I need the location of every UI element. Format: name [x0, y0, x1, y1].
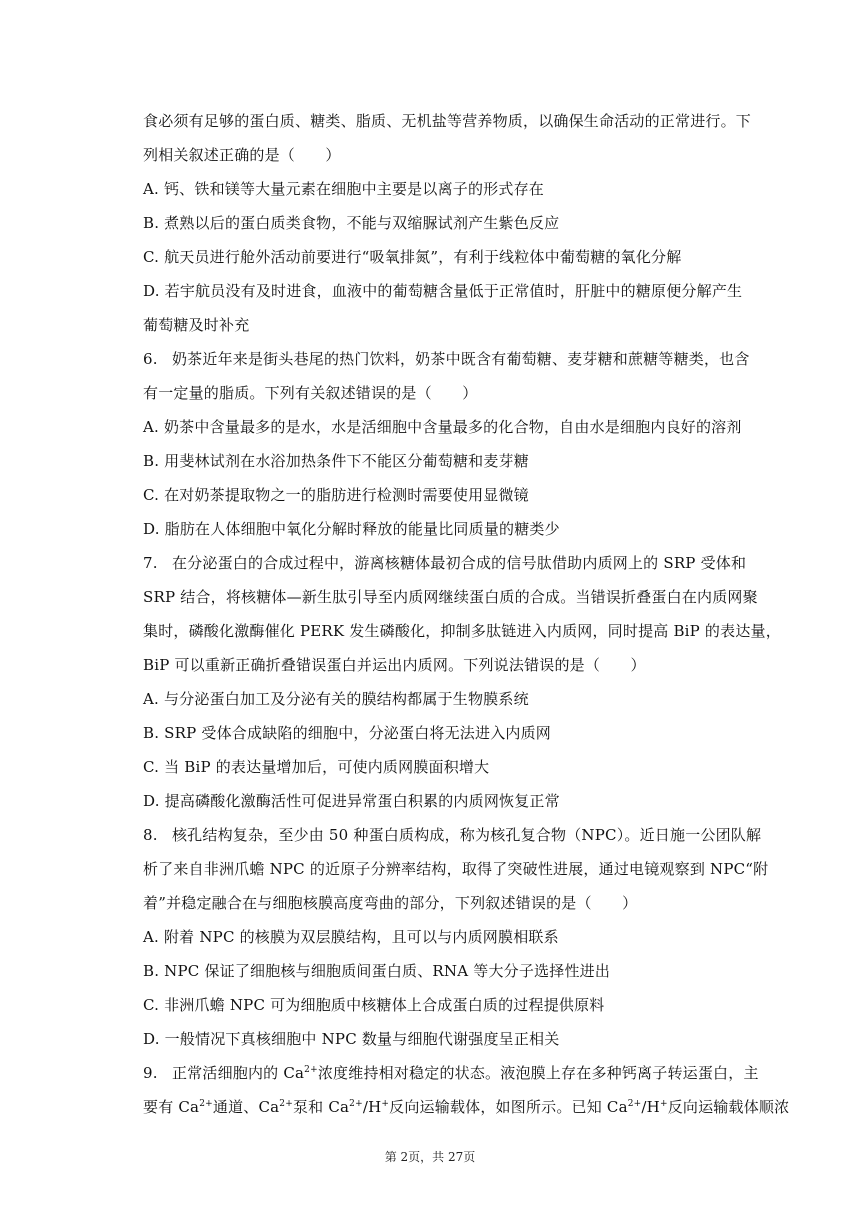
question-stem-line: 析了来自非洲爪蟾 NPC 的近原子分辨率结构，取得了突破性进展，通过电镜观察到 NPC“附	[143, 860, 769, 878]
question-number: 6.	[143, 350, 158, 368]
superscript: +	[381, 1099, 390, 1109]
question-6	[143, 342, 748, 546]
option-b: B. 用斐林试剂在水浴加热条件下不能区分葡萄糖和麦芽糖	[143, 452, 529, 470]
question-stem-line: 列相关叙述正确的是（ ）	[143, 146, 341, 164]
question-stem-line	[143, 1090, 790, 1124]
question-stem-line	[143, 1056, 759, 1090]
option-d: D. 脂肪在人体细胞中氧化分解时释放的能量比同质量的糖类少	[143, 520, 560, 538]
option-b: B. NPC 保证了细胞核与细胞质间蛋白质、RNA 等大分子选择性进出	[143, 962, 611, 980]
question-stem-line	[143, 818, 762, 852]
question-stem-text: 正常活细胞内的 Ca	[167, 1064, 305, 1082]
option-a: A. 与分泌蛋白加工及分泌有关的膜结构都属于生物膜系统	[143, 690, 529, 708]
option-d: D. 若宇航员没有及时进食，血液中的葡萄糖含量低于正常值时，肝脏中的糖原便分解产生	[143, 282, 743, 300]
question-stem-text: 泵和 Ca	[292, 1098, 350, 1116]
question-stem-line: 着”并稳定融合在与细胞核膜高度弯曲的部分，下列叙述错误的是（ ）	[143, 894, 638, 912]
question-8	[143, 818, 769, 1056]
option-c: C. 当 BiP 的表达量增加后，可使内质网膜面积增大	[143, 758, 490, 776]
question-9	[143, 1056, 790, 1124]
question-stem-text: 奶茶近年来是街头巷尾的热门饮料，奶茶中既含有葡萄糖、麦芽糖和蔗糖等糖类，也含	[167, 350, 750, 368]
option-d: D. 一般情况下真核细胞中 NPC 数量与细胞代谢强度呈正相关	[143, 1030, 560, 1048]
option-c: C. 非洲爪蟾 NPC 可为细胞质中核糖体上合成蛋白质的过程提供原料	[143, 996, 605, 1014]
question-stem-line: 有一定量的脂质。下列有关叙述错误的是（ ）	[143, 384, 478, 402]
question-stem-line: BiP 可以重新正确折叠错误蛋白并运出内质网。下列说法错误的是（ ）	[143, 656, 646, 674]
question-number: 8.	[143, 826, 158, 844]
question-7	[143, 546, 781, 818]
option-a: A. 奶茶中含量最多的是水，水是活细胞中含量最多的化合物，自由水是细胞内良好的溶剂	[143, 418, 742, 436]
question-5-continued	[143, 104, 752, 342]
question-stem-text: 要有 Ca	[143, 1098, 200, 1116]
question-stem-text: /H	[362, 1098, 382, 1116]
question-stem-line: 集时，磷酸化激酶催化 PERK 发生磷酸化，抑制多肽链进入内质网，同时提高 BiP 的表达量，	[143, 622, 781, 640]
superscript: 2+	[627, 1099, 642, 1109]
question-number: 7.	[143, 554, 158, 572]
superscript: 2+	[199, 1099, 213, 1109]
option-d: D. 提高磷酸化激酶活性可促进异常蛋白积累的内质网恢复正常	[143, 792, 560, 810]
question-stem-text: 通道、Ca	[212, 1098, 280, 1116]
question-stem-line	[143, 342, 748, 376]
question-stem-text: 浓度维持相对稳定的状态。液泡膜上存在多种钙离子转运蛋白，主	[317, 1064, 759, 1082]
option-c: C. 在对奶茶提取物之一的脂肪进行检测时需要使用显微镜	[143, 486, 529, 504]
option-d-continued: 葡萄糖及时补充	[143, 316, 250, 334]
page-footer: 第 2页，共 27页	[384, 1150, 476, 1164]
superscript: +	[659, 1099, 668, 1109]
superscript: 2+	[279, 1099, 293, 1109]
option-a: A. 钙、铁和镁等大量元素在细胞中主要是以离子的形式存在	[143, 180, 544, 198]
page-content	[143, 104, 790, 1124]
question-number: 9.	[143, 1064, 158, 1082]
superscript: 2+	[349, 1099, 363, 1109]
option-b: B. SRP 受体合成缺陷的细胞中，分泌蛋白将无法进入内质网	[143, 724, 551, 742]
option-c: C. 航天员进行舱外活动前要进行“吸氧排氮”，有利于线粒体中葡萄糖的氧化分解	[143, 248, 682, 266]
question-stem-text: 反向运输载体顺浓	[667, 1098, 790, 1116]
question-stem-text: /H	[641, 1098, 660, 1116]
question-stem-line: 食必须有足够的蛋白质、糖类、脂质、无机盐等营养物质，以确保生命活动的正常进行。下	[143, 112, 752, 130]
question-stem-text: 在分泌蛋白的合成过程中，游离核糖体最初合成的信号肽借助内质网上的 SRP 受体和	[167, 554, 747, 572]
question-stem-text: 核孔结构复杂，至少由 50 种蛋白质构成，称为核孔复合物（NPC）。近日施一公团队解	[167, 826, 762, 844]
option-b: B. 煮熟以后的蛋白质类食物，不能与双缩脲试剂产生紫色反应	[143, 214, 560, 232]
question-stem-line	[143, 546, 748, 580]
superscript: 2+	[304, 1065, 318, 1075]
option-a: A. 附着 NPC 的核膜为双层膜结构，且可以与内质网膜相联系	[143, 928, 559, 946]
question-stem-line: SRP 结合，将核糖体—新生肽引导至内质网继续蛋白质的合成。当错误折叠蛋白在内质网聚	[143, 588, 758, 606]
question-stem-text: 反向运输载体，如图所示。已知 Ca	[389, 1098, 628, 1116]
